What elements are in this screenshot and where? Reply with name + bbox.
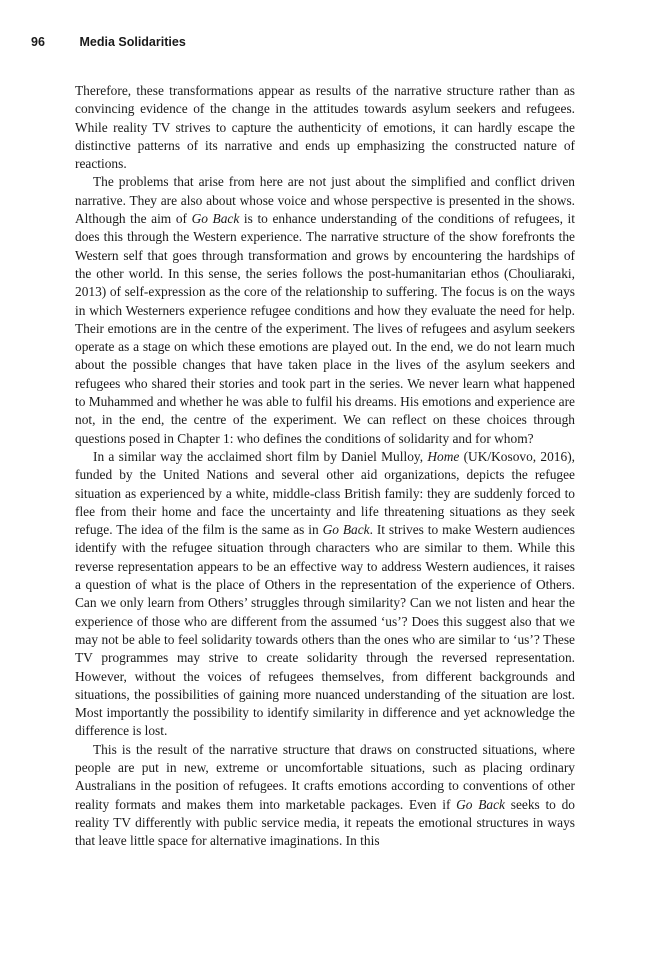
paragraph <box>75 741 575 851</box>
text-run: is to enhance understanding of the conditions of refugees, it does this through the Western experience. The narrative structure of the show forefronts the Western self that goes through transformation and grows by encountering the hardships of the other world. In this sense, the series follows the post-humanitarian ethos (Chouliaraki, 2013) of self-expression as the core of the relationship to suffering. The focus is on the ways in which Westerners experience refugee conditions and how they evaluate the need for help. Their emotions are in the centre of the experiment. The lives of refugees and asylum seekers operate as a stage on which these emotions are played out. In the end, we do not learn much about the possible changes that have taken place in the lives of the asylum seekers and refugees who shared their stories and took part in the series. We never learn what happened to Muhammed and whether he was able to fulfil his dreams. His emotions and experience are not, in the end, the centre of the experiment. We can reflect on these choices through questions posed in Chapter 1: who defines the conditions of solidarity and for whom? <box>75 211 575 446</box>
text-run: The problems that arise from here are not just about the simplified and conflict driven narrative. They are also about whose voice and whose perspective is presented in the shows. Although the aim of <box>75 174 575 227</box>
body-text <box>75 82 575 850</box>
film-title-italic: Home <box>427 448 460 464</box>
text-run: seeks to do reality TV differently with public service media, it repeats the emotional structures in ways that leave little space for alternative imaginations. In this <box>75 796 575 849</box>
show-title-italic: Go Back <box>191 211 240 227</box>
paragraph <box>75 82 575 173</box>
running-head-title: Media Solidarities <box>79 35 186 49</box>
text-run: (UK/Kosovo, 2016), funded by the United Nations and several other aid organizations, depicts the refugee situation as experienced by a white, middle-class British family: they are suddenly forced to flee from their home and face the uncertainty and life threatening situations as they seek refuge. The idea of the film is the same as in <box>75 448 575 538</box>
text-run: This is the result of the narrative structure that draws on constructed situations, where people are put in new, extreme or uncomfortable situations, such as placing ordinary Australians in the position of refugees. It crafts emotions according to conventions of other reality formats and makes them into marketable packages. Even if <box>75 741 575 812</box>
page-number: 96 <box>31 35 45 49</box>
paragraph <box>75 173 575 447</box>
show-title-italic: Go Back <box>456 796 505 812</box>
running-head <box>31 35 186 49</box>
text-run: In a similar way the acclaimed short film by Daniel Mulloy, <box>93 448 428 464</box>
text-run: . It strives to make Western audiences identify with the refugee situation through characters who are similar to them. While this reverse representation appears to be an effective way to address Western audiences, it raises a question of what is the place of Others in the representation of the experience of Others. Can we only learn from Others’ struggles through similarity? Can we not listen and hear the experience of those who are different from the assumed ‘us’? Does this suggest also that we may not be able to feel solidarity towards others than the ones who are similar to ‘us’? These TV programmes may strive to create solidarity through the reversed representation. However, without the voices of refugees themselves, from different backgrounds and situations, the possibilities of gaining more nuanced understanding of the situation are lost. Most importantly the possibility to identify similarity in difference and yet acknowledge the difference is lost. <box>75 522 575 739</box>
show-title-italic: Go Back <box>322 522 370 538</box>
paragraph <box>75 448 575 741</box>
text-run: Therefore, these transformations appear as results of the narrative structure rather than as convincing evidence of the change in the attitudes towards asylum seekers and refugees. While reality TV strives to capture the authenticity of emotions, it can hardly escape the distinctive patterns of its narrative and ends up emphasizing the constructed nature of reactions. <box>75 83 575 172</box>
